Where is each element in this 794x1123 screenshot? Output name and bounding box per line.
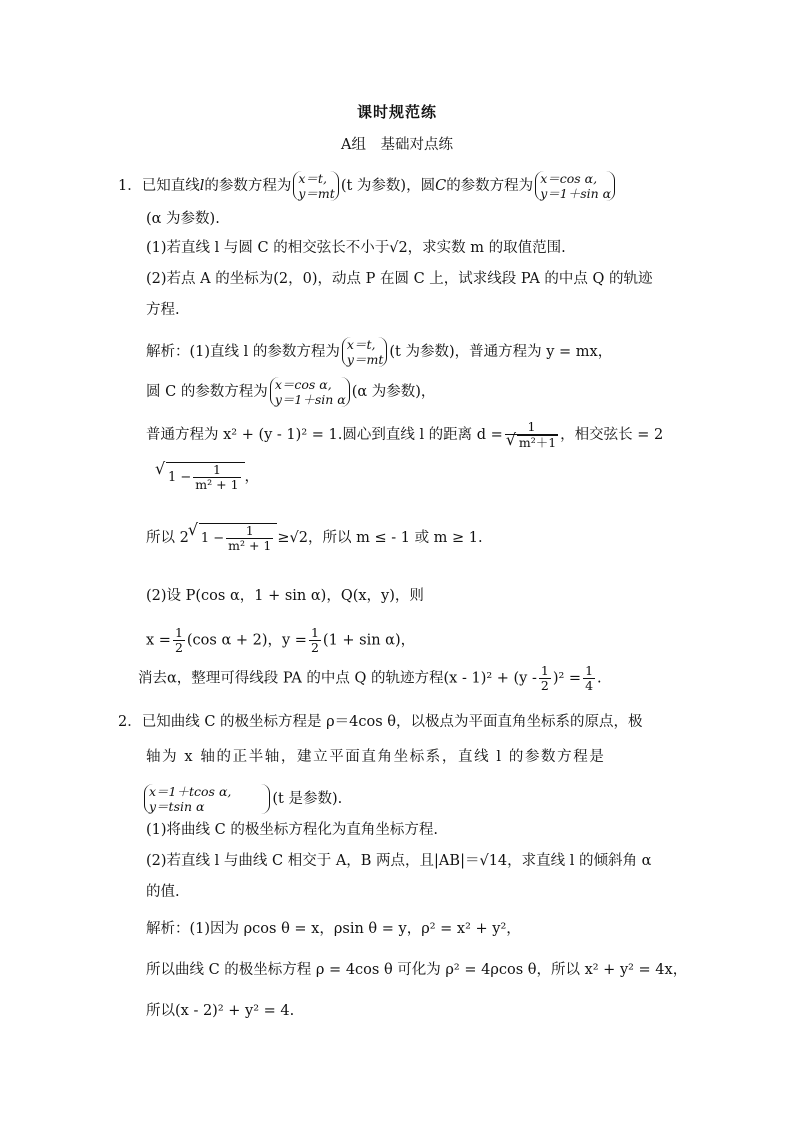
page-title: 课时规范练 xyxy=(356,103,437,121)
q1-stem-tail: (α 为参数). xyxy=(146,211,220,227)
q2-part2-line2: 的值. xyxy=(146,884,180,900)
q1-line-param-system: x＝t, y＝mt xyxy=(293,171,338,201)
q1-part1: (1)若直线 l 与圆 C 的相交弦长不小于√2，求实数 m 的取值范围. xyxy=(146,240,566,256)
q1-solution-line1: 解析：(1)直线 l 的参数方程为 x＝t, y＝mt (t 为参数)，普通方程为 y = mx， xyxy=(146,337,613,367)
q2-number: 2． xyxy=(118,714,142,730)
distance-fraction: 1 √ m²＋1 xyxy=(505,420,558,450)
q2-stem-line1: 2．已知曲线 C 的极坐标方程是 ρ＝4cos θ，以极点为平面直角坐标系的原点，极 xyxy=(118,714,643,730)
q1-solution-line6: (2)设 P(cos α，1 + sin α)，Q(x，y)，则 xyxy=(146,588,424,604)
q1-solution-line7: x = $\frac{1}{2}$ (cos α + 2)，y = $\frac{1}{2}$ (1 + sin α)， xyxy=(146,625,416,655)
q2-part2-line1: (2)若直线 l 与曲线 C 相交于 A，B 两点，且|AB|＝√14，求直线 l 的倾斜角 α xyxy=(146,853,652,869)
q2-stem-line2: 轴为 x 轴的正半轴，建立平面直角坐标系，直线 l 的参数方程是 xyxy=(146,749,606,765)
q1-part2-line2: 方程. xyxy=(146,302,180,318)
q1-solution-line3: 普通方程为 x² + (y - 1)² = 1.圆心到直线 l 的距离 d = 1 √ m²＋1 ，相交弦长 = 2 xyxy=(146,420,663,450)
q2-part1: (1)将曲线 C 的极坐标方程化为直角坐标方程. xyxy=(146,822,438,838)
q1-solution-line2: 圆 C 的参数方程为 x＝cos α, y＝1＋sin α (α 为参数)， xyxy=(146,377,436,407)
q1-solution-system2: x＝cos α, y＝1＋sin α xyxy=(270,377,350,407)
chord-length-radical: √ 1 − $\frac{1}{\text{m² + 1}}$ xyxy=(166,462,245,492)
section-subtitle: A组 基础对点练 xyxy=(341,137,453,153)
q2-solution-line2: 所以曲线 C 的极坐标方程 ρ = 4cos θ 可化为 ρ² = 4ρcos θ，所以 x² + y² = 4x， xyxy=(146,962,688,978)
q1-solution-line5: 所以 2√ 1 − $\frac{1}{\text{m² + 1}}$ ≥√2，所以 m ≤ - 1 或 m ≥ 1. xyxy=(146,523,483,553)
q1-solution-line8: 消去α，整理可得线段 PA 的中点 Q 的轨迹方程(x - 1)² + (y - $\frac{1}{2}$ )² = $\frac{1}{4}$ . xyxy=(138,663,602,693)
q2-solution-line1: 解析：(1)因为 ρcos θ = x，ρsin θ = y，ρ² = x² + y²， xyxy=(146,921,521,937)
q2-stem-line3: x＝1＋tcos α, y＝tsin α (t 是参数). xyxy=(142,784,342,814)
q1-solution-system1: x＝t, y＝mt xyxy=(342,337,387,367)
q1-stem: 1．已知直线l的参数方程为 x＝t, y＝mt (t 为参数)，圆C的参数方程为 x＝cos α, y＝1＋sin α xyxy=(118,171,617,201)
inequality-radical: √ 1 − $\frac{1}{\text{m² + 1}}$ xyxy=(199,523,278,553)
q1-circle-param-system: x＝cos α, y＝1＋sin α xyxy=(535,171,615,201)
q2-param-system: x＝1＋tcos α, y＝tsin α xyxy=(144,784,270,814)
q2-solution-line3: 所以(x - 2)² + y² = 4. xyxy=(146,1003,295,1019)
q1-solution-line4: √ 1 − $\frac{1}{\text{m² + 1}}$ ， xyxy=(156,462,259,492)
q1-number: 1． xyxy=(118,178,142,194)
q1-part2-line1: (2)若点 A 的坐标为(2，0)，动点 P 在圆 C 上，试求线段 PA 的中点 Q 的轨迹 xyxy=(146,271,653,287)
